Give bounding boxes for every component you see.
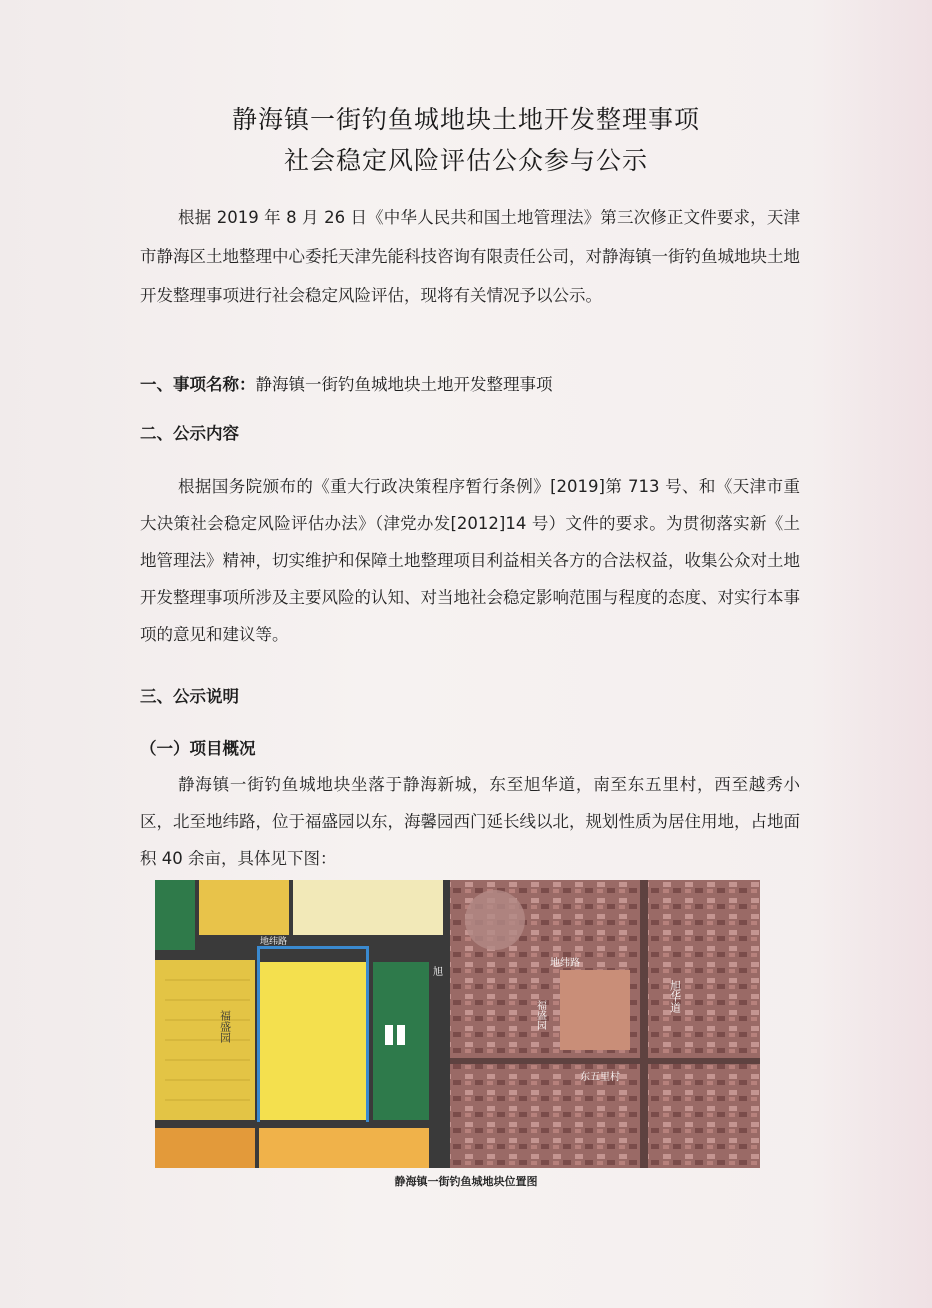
- subsection1-body: 静海镇一街钓鱼城地块坐落于静海新城，东至旭华道，南至东五里村，西至越秀小区，北至地纬路，位于福盛园以东，海馨园西门延长线以北，规划性质为居住用地，占地面积 40 余亩，具体见下图：: [140, 775, 800, 868]
- location-map: [155, 880, 760, 1168]
- subsection1-heading: （一）项目概况: [140, 739, 256, 758]
- document-title-line2: 社会稳定风险评估公众参与公示: [283, 146, 648, 175]
- section1-label: 一、事项名称：: [140, 375, 256, 394]
- map-label-road-north-left: 地纬路: [260, 937, 288, 947]
- map-label-road-south: 东五里村: [580, 1072, 620, 1083]
- document-title-line1: 静海镇一街钓鱼城地块土地开发整理事项: [231, 105, 700, 134]
- map-label-east-left: 旭: [433, 967, 443, 978]
- section3-heading: 三、公示说明: [140, 687, 239, 706]
- intro-paragraph: 根据 2019 年 8 月 26 日《中华人民共和国土地管理法》第三次修正文件要求，天津市静海区土地整理中心委托天津先能科技咨询有限责任公司，对静海镇一街钓鱼城地块土地开发整理事项进行社会稳定风险评估，现将有关情况予以公示。: [140, 208, 800, 305]
- figure-caption: 静海镇一街钓鱼城地块位置图: [394, 1175, 538, 1188]
- map-label-right-block: 福盛园: [534, 1000, 546, 1030]
- section2-heading: 二、公示内容: [140, 424, 239, 443]
- section1-value: 静海镇一街钓鱼城地块土地开发整理事项: [255, 375, 553, 394]
- section1-heading: [140, 371, 553, 395]
- map-label-left-block: 福盛园: [218, 1010, 232, 1043]
- location-map-graphic: [155, 880, 760, 1168]
- map-label-road-east: 旭华道: [668, 980, 682, 1013]
- section2-body: 根据国务院颁布的《重大行政决策程序暂行条例》[2019]第 713 号、和《天津市重大决策社会稳定风险评估办法》（津党办发[2012]14 号）文件的要求。为贯彻落实新《土地管理法》精神，切实维护和保障土地整理项目利益相关各方的合法权益，收集公众对土地开发整理事项所涉及主要风险的认知、对当地社会稳定影响范围与程度的态度、对实行本事项的意见和建议等。: [140, 477, 800, 644]
- map-label-road-north: 地纬路: [550, 958, 580, 969]
